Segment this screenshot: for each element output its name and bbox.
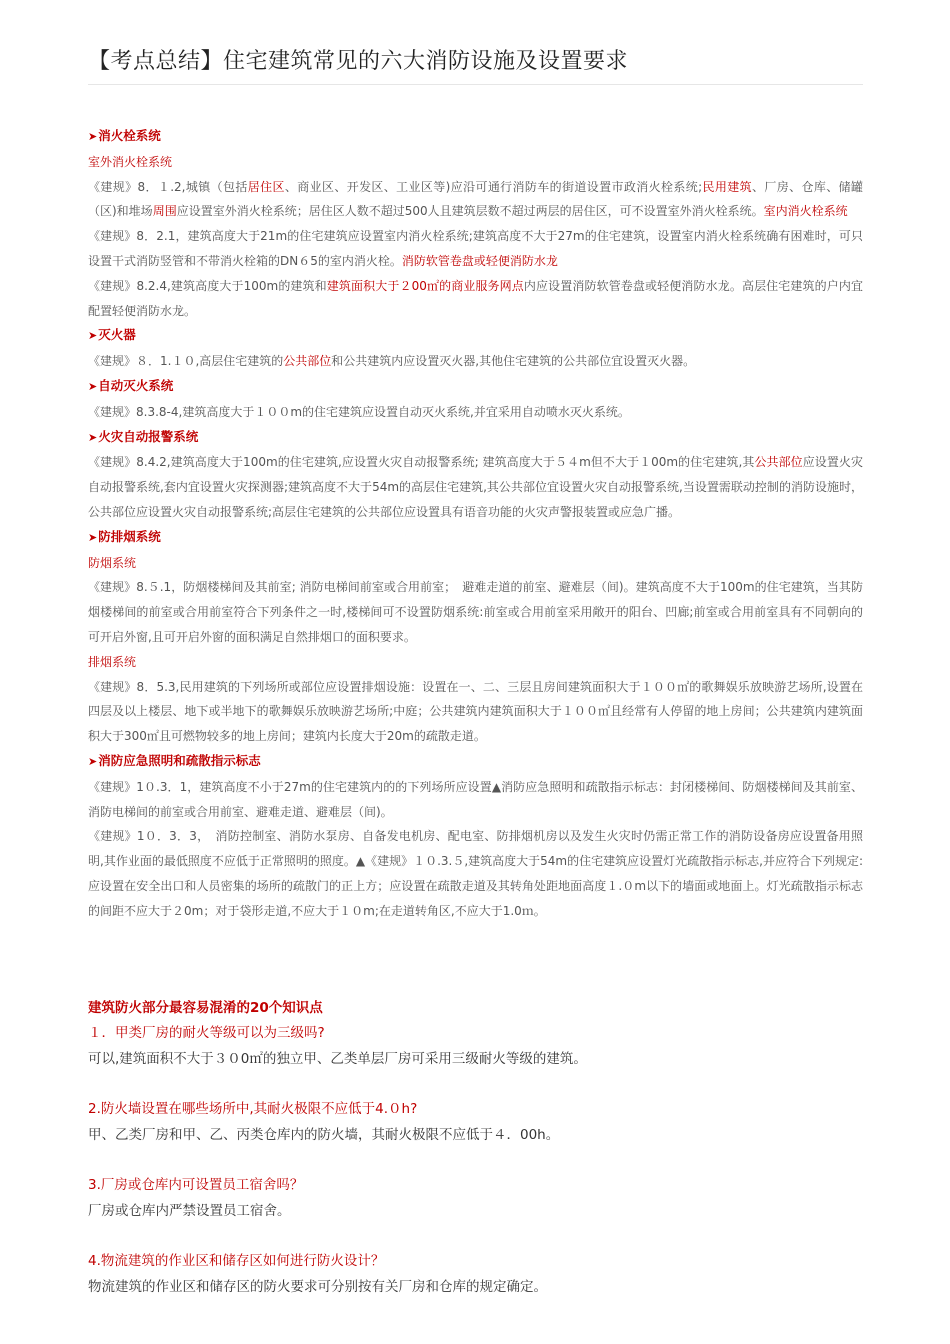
paragraph: 《建规》8．１.2,城镇（包括居住区、商业区、开发区、工业区等)应沿可通行消防车的街道设置市政消火栓系统;民用建筑、厂房、仓库、储罐（区)和堆场周围应设置室外消火栓系统；居住区人数不超过500人且建筑层数不超过两层的居住区，可不设置室外消火栓系统。室内消火栓系统: [88, 179, 863, 219]
paragraph: 《建规》8.2.4,建筑高度大于100m的建筑和建筑面积大于２00㎡的商业服务网点内应设置消防软管卷盘或轻便消防水龙。高层住宅建筑的户内宜配置轻便消防水龙。: [88, 278, 863, 318]
paragraph: 《建规》1０.3．1，建筑高度不小于27m的住宅建筑内的的下列场所应设置▲消防应急照明和疏散指示标志：封闭楼梯间、防烟楼梯间及其前室、消防电梯间的前室或合用前室、避难走道、避难层（间)。: [88, 779, 863, 819]
subheading-indoor-hydrant: 室内消火栓系统: [763, 204, 848, 219]
title-divider: [88, 84, 863, 85]
answer: 物流建筑的作业区和储存区的防火要求可分别按有关厂房和仓库的规定确定。: [88, 1279, 547, 1295]
paragraph: 《建规》1０．3．3， 消防控制室、消防水泵房、自备发电机房、配电室、防排烟机房以及发生火灾时仍需正常工作的消防设备房应设置备用照明,其作业面的最低照度不应低于正常照明的照度。▲《建规》１０.3.５,建筑高度大于54m的住宅建筑应设置灯光疏散指示标志,并应符合下列规定:应设置在安全出口和人员密集的场所的疏散门的正上方；应设置在疏散走道及其转角处距地面高度１.０m以下的墙面或地面上。灯光疏散指示标志的间距不应大于２0m；对于袋形走道,不应大于１０m;在走道转角区,不应大于1.0ｍ。: [88, 829, 863, 918]
subheading-smoke-prevention: 防烟系统: [88, 555, 137, 570]
paragraph: 《建规》8.3.8-4,建筑高度大于１００m的住宅建筑应设置自动灭火系统,并宜采用自动喷水灭火系统。: [88, 404, 630, 419]
arrow-icon: ➤: [88, 130, 98, 143]
answer: 可以,建筑面积不大于３０0㎡的独立甲、乙类单层厂房可采用三级耐火等级的建筑。: [88, 1051, 587, 1067]
section-heading-smoke-control: ➤防排烟系统: [88, 528, 161, 544]
arrow-icon: ➤: [88, 379, 98, 393]
question: 4.物流建筑的作业区和储存区如何进行防火设计？: [88, 1253, 385, 1269]
answer: 厂房或仓库内严禁设置员工宿舍。: [88, 1203, 291, 1219]
paragraph: 《建规》８．1.１０,高层住宅建筑的公共部位和公共建筑内应设置灭火器,其他住宅建筑的公共部位宜设置灭火器。: [88, 354, 696, 369]
section-heading-fire-alarm: ➤火灾自动报警系统: [88, 428, 199, 444]
arrow-icon: ➤: [88, 754, 98, 768]
section-heading-extinguisher: ➤灭火器: [88, 327, 136, 343]
article-body: [88, 124, 863, 924]
section-heading-auto-extinguishing: ➤自动灭火系统: [88, 377, 174, 393]
page-title: 【考点总结】住宅建筑常见的六大消防设施及设置要求: [88, 49, 629, 74]
paragraph: 《建规》8.５.1，防烟楼梯间及其前室; 消防电梯间前室或合用前室； 避难走道的前室、避难层（间)。建筑高度不大于100m的住宅建筑，当其防烟楼梯间的前室或合用前室符合下列条件之一时,楼梯间可不设置防烟系统:前室或合用前室采用敞开的阳台、凹廊;前室或合用前室具有不同朝向的可开启外窗,且可开启外窗的面积满足自然排烟口的面积要求。: [88, 580, 863, 644]
subheading-smoke-exhaust: 排烟系统: [88, 654, 137, 669]
arrow-icon: ➤: [88, 329, 98, 343]
subheading-outdoor-hydrant: 室外消火栓系统: [88, 154, 173, 169]
section-heading-knowledge-points: 建筑防火部分最容易混淆的20个知识点: [88, 1000, 323, 1016]
section-heading-hydrant: ➤消火栓系统: [88, 128, 161, 143]
question: １．甲类厂房的耐火等级可以为三级吗?: [88, 1025, 325, 1041]
arrow-icon: ➤: [88, 530, 98, 544]
arrow-icon: ➤: [88, 430, 98, 444]
paragraph: 《建规》8．5.3,民用建筑的下列场所或部位应设置排烟设施：设置在一、二、三层且房间建筑面积大于１００㎡的歌舞娱乐放映游艺场所,设置在四层及以上楼层、地下或半地下的歌舞娱乐放映游艺场所;中庭；公共建筑内建筑面积大于１００㎡且经常有人停留的地上房间；公共建筑内建筑面积大于300㎡且可燃物较多的地上房间；建筑内长度大于20m的疏散走道。: [88, 679, 863, 744]
question: 2.防火墙设置在哪些场所中,其耐火极限不应低于4.０h?: [88, 1101, 418, 1117]
paragraph: 《建规》8.4.2,建筑高度大于100m的住宅建筑,应设置火灾自动报警系统; 建筑高度大于５４m但不大于１00m的住宅建筑,其公共部位应设置火灾自动报警系统,套内宜设置火灾探测器;建筑高度不大于54m的高层住宅建筑,其公共部位宜设置火灾自动报警系统,当设置需联动控制的消防设施时，公共部位应设置火灾自动报警系统;高层住宅建筑的公共部位应设置具有语音功能的火灾声警报装置或应急广播。: [88, 455, 863, 519]
knowledge-points-section: [88, 996, 863, 1300]
question: 3.厂房或仓库内可设置员工宿舍吗？: [88, 1177, 304, 1193]
section-heading-emergency-lighting: ➤消防应急照明和疏散指示标志: [88, 752, 261, 768]
paragraph: 《建规》8．2.1，建筑高度大于21m的住宅建筑应设置室内消火栓系统;建筑高度不大于27m的住宅建筑，设置室内消火栓系统确有困难时，可只设置干式消防竖管和不带消火栓箱的DN６5的室内消火栓。消防软管卷盘或轻便消防水龙: [88, 229, 863, 268]
answer: 甲、乙类厂房和甲、乙、丙类仓库内的防火墙，其耐火极限不应低于４．00h。: [88, 1127, 560, 1143]
